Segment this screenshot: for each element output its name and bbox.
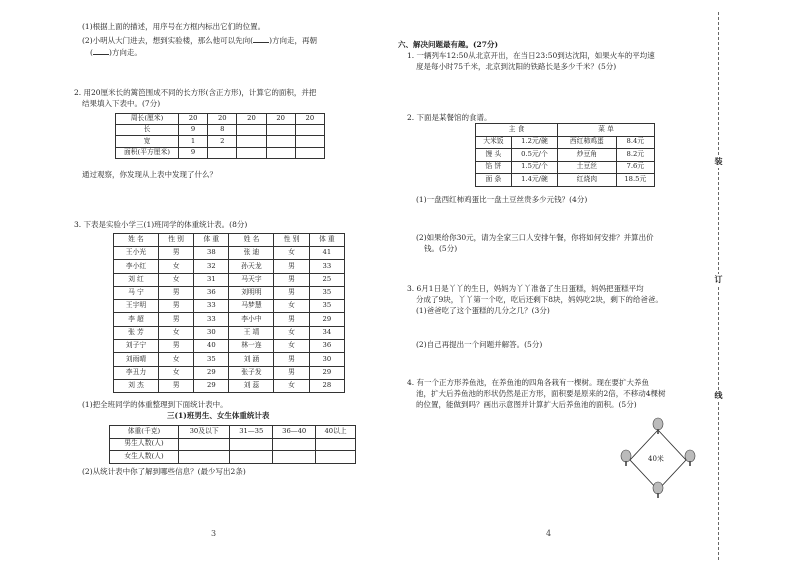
table-cell: 王宇明: [114, 300, 159, 313]
answer-blank[interactable]: [93, 47, 109, 55]
table-cell[interactable]: [266, 147, 295, 158]
table-cell: 女: [158, 353, 193, 366]
binding-char-xian: 线: [714, 390, 723, 400]
table-cell: 28: [309, 379, 344, 392]
weight-summary-title: 三(1)班男生、女生体重统计表: [167, 411, 270, 420]
r-q2-sub2-2: 钱。(5分): [424, 244, 458, 253]
table-cell: 面积(平方厘米): [116, 147, 179, 158]
table-cell: 马 宁: [114, 286, 159, 299]
table-cell: 33: [194, 313, 229, 326]
binding-line: [718, 12, 719, 560]
table-cell: 8.4元: [616, 136, 654, 149]
table-cell: 男: [274, 366, 309, 379]
table-row: [114, 300, 345, 313]
table-cell: 刘 红: [114, 273, 159, 286]
table-cell[interactable]: [266, 136, 295, 147]
table-cell: 36: [194, 286, 229, 299]
table-cell: 李小中: [229, 313, 274, 326]
table-row: [110, 438, 356, 451]
table-cell: 体重(千克): [110, 426, 179, 439]
table-cell: 刘明明: [229, 286, 274, 299]
answer-blank[interactable]: [253, 35, 269, 43]
q3-sub2: (2)从统计表中你了解到哪些信息？(最少写出2条): [82, 467, 246, 476]
table-cell: 25: [309, 273, 344, 286]
r-q2-stem: 2. 下面是某餐馆的食谱。: [407, 113, 492, 122]
table-cell: 20: [237, 114, 266, 125]
binding-char-ding: 订: [714, 274, 723, 284]
table-row: [476, 149, 655, 162]
table-cell: 男: [158, 340, 193, 353]
page-number-left: 3: [211, 529, 217, 538]
table-cell[interactable]: [208, 147, 237, 158]
q3-sub1: (1)把全班同学的体重整理到下面统计表中。: [82, 400, 228, 409]
table-cell: 男: [158, 247, 193, 260]
table-row: [116, 136, 325, 147]
r-q3-line4: (2)自己再提出一个问题并解答。(5分): [416, 340, 543, 349]
table-cell: 女: [158, 260, 193, 273]
table-cell: 38: [194, 247, 229, 260]
table-cell: 男: [274, 260, 309, 273]
section-title: 六、解决问题最有趣。(27分): [398, 40, 499, 49]
table-cell: 男: [274, 353, 309, 366]
table-cell: 男: [158, 286, 193, 299]
table-cell: 9: [179, 125, 208, 136]
tree-icon: [653, 418, 663, 434]
table-cell: 1.4元/碗: [511, 174, 557, 187]
table-cell: 41: [309, 247, 344, 260]
table-cell: 长: [116, 125, 179, 136]
table-cell: 张 芳: [114, 326, 159, 339]
table-row: [114, 379, 345, 392]
table-header-cell: 主 食: [476, 124, 558, 137]
table-row: [114, 366, 345, 379]
q2-observation: 通过观察，你发现从上表中发现了什么？: [82, 170, 217, 179]
table-cell: 西红柿鸡蛋: [558, 136, 617, 149]
table-cell: 男: [158, 313, 193, 326]
table-cell: 20: [295, 114, 324, 125]
table-cell: 35: [309, 300, 344, 313]
table-cell: 女: [274, 326, 309, 339]
r-q4-line1: 4. 有一个正方形养鱼池，在养鱼池的四角各栽有一棵树。现在要扩大养鱼: [407, 378, 650, 387]
table-cell: 0.5元/个: [511, 149, 557, 162]
table-cell: 馒 头: [476, 149, 512, 162]
table-header-row: [476, 124, 655, 137]
table-cell: 土豆丝: [558, 161, 617, 174]
table-row: [116, 147, 325, 158]
table-cell: 女: [274, 300, 309, 313]
table-cell: 大米饭: [476, 136, 512, 149]
table-cell[interactable]: [178, 438, 229, 451]
q2-stem-2: 结果填入下表中。(7分): [82, 99, 161, 108]
table-cell[interactable]: [230, 438, 273, 451]
table-cell: 炒豆角: [558, 149, 617, 162]
table-cell: 男: [274, 313, 309, 326]
table-cell: 李丑力: [114, 366, 159, 379]
left-q1-sub2: [82, 35, 317, 47]
table-cell: 刘 杰: [114, 379, 159, 392]
r-q1-line2: 度是每小时75千米，北京到沈阳的铁路长是多少千米？(5分): [416, 62, 617, 71]
table-cell[interactable]: [266, 125, 295, 136]
table-cell[interactable]: [273, 438, 316, 451]
table-header-cell: 菜 单: [558, 124, 655, 137]
table-header-row: [110, 426, 356, 439]
table-cell: 34: [309, 326, 344, 339]
table-cell: 红烧肉: [558, 174, 617, 187]
table-cell: 20: [266, 114, 295, 125]
table-cell: 30: [194, 326, 229, 339]
left-q1-sub2-b: )方向走，再朝: [269, 36, 317, 45]
table-cell: 李小红: [114, 260, 159, 273]
table-cell: 孙天龙: [229, 260, 274, 273]
table-cell: 女: [158, 366, 193, 379]
table-cell[interactable]: [237, 136, 266, 147]
table-cell[interactable]: [316, 451, 356, 464]
table-row: [116, 125, 325, 136]
table-cell: 张子发: [229, 366, 274, 379]
table-cell: 刘子宁: [114, 340, 159, 353]
table-cell: 32: [194, 260, 229, 273]
table-row: [476, 161, 655, 174]
table-cell[interactable]: [230, 451, 273, 464]
table-row: [114, 260, 345, 273]
binding-char-zhuang: 装: [714, 156, 723, 166]
table-cell: 29: [194, 379, 229, 392]
table-header-cell: 姓 名: [229, 234, 274, 247]
r-q1-line1: 1. 一辆列车12:50从北京开出，在当日23:50到达沈阳，如果火车的平均速: [407, 51, 655, 60]
table-cell: 刘 蕊: [229, 379, 274, 392]
tree-icon: [685, 450, 695, 466]
table-cell: 宽: [116, 136, 179, 147]
table-header-cell: 体 重: [194, 234, 229, 247]
table-cell: 1.5元/个: [511, 161, 557, 174]
table-cell: 31—35: [230, 426, 273, 439]
table-cell[interactable]: [237, 125, 266, 136]
table-cell: 男: [274, 273, 309, 286]
table-cell: 男: [158, 379, 193, 392]
table-cell: 男: [274, 286, 309, 299]
table-cell: 35: [309, 286, 344, 299]
table-cell: 李 超: [114, 313, 159, 326]
q2-stem: 2. 用20厘米长的篱笆围成不同的长方形(含正方形)，计算它的面积，并把: [74, 88, 317, 97]
r-q2-sub1: (1)一盘西红柿鸡蛋比一盘土豆丝贵多少元钱？(4分): [416, 195, 588, 204]
r-q2-sub2: (2)如果给你30元，请为全家三口人安排午餐，你将如何安排？并算出价: [416, 233, 654, 242]
table-header-cell: 性 别: [158, 234, 193, 247]
table-row: [114, 247, 345, 260]
table-cell: 王小光: [114, 247, 159, 260]
table-cell: 7.6元: [616, 161, 654, 174]
table-header-cell: 体 重: [309, 234, 344, 247]
table-cell: 1.2元/碗: [511, 136, 557, 149]
table-cell: 2: [208, 136, 237, 147]
table-cell: 女生人数(人): [110, 451, 179, 464]
table-row: [114, 273, 345, 286]
table-cell: 33: [194, 300, 229, 313]
table-header-row: [116, 114, 325, 125]
table-cell: 周长(厘米): [116, 114, 179, 125]
page-number-right: 4: [546, 529, 552, 538]
table-cell: 20: [208, 114, 237, 125]
table-header-cell: 性 别: [274, 234, 309, 247]
table-row: [114, 313, 345, 326]
table-cell: 20: [179, 114, 208, 125]
weight-summary-table: [109, 425, 356, 464]
table-cell: 30: [309, 353, 344, 366]
tree-icon: [653, 482, 663, 498]
table-row: [476, 174, 655, 187]
table-cell: 40: [194, 340, 229, 353]
table-cell: 女: [274, 247, 309, 260]
table-cell: 刘 涵: [229, 353, 274, 366]
q3-stem: 3. 下表是实验小学三(1)班同学的体重统计表。(8分): [74, 220, 248, 229]
table-header-cell: 姓 名: [114, 234, 159, 247]
table-row: [476, 136, 655, 149]
left-q1-sub2-c: (: [90, 48, 93, 57]
menu-table: [475, 123, 655, 187]
r-q3-line1: 3. 6月1日是丫丫的生日，妈妈为丫丫准备了生日蛋糕，妈妈把蛋糕平均: [407, 284, 644, 293]
left-q1-sub2-a: (2)小明从大门进去，想到实验楼，那么他可以先向(: [82, 36, 254, 45]
left-q1-sub2-d: )方向走。: [108, 48, 142, 57]
table-cell[interactable]: [295, 147, 324, 158]
table-cell: 男: [158, 300, 193, 313]
table-cell[interactable]: [237, 147, 266, 158]
table-cell: 40以上: [316, 426, 356, 439]
r-q4-line2: 池，扩大后养鱼池的形状仍然是正方形，面积要是原来的2倍，不移动4棵树: [416, 389, 666, 398]
table-cell: 面 条: [476, 174, 512, 187]
table-cell: 刘雨晴: [114, 353, 159, 366]
table-cell: 女: [158, 273, 193, 286]
weight-table: [113, 233, 345, 393]
r-q3-line3: (1)爸爸吃了这个蛋糕的几分之几？(3分): [416, 306, 550, 315]
table-cell: 马天宇: [229, 273, 274, 286]
table-cell: 36—40: [273, 426, 316, 439]
table-cell: 9: [179, 147, 208, 158]
table-cell: 29: [309, 366, 344, 379]
table-cell: 张 迪: [229, 247, 274, 260]
table-cell: 18.5元: [616, 174, 654, 187]
left-q1-sub2-line2: [90, 47, 142, 59]
rectangle-table: [115, 113, 325, 159]
table-cell[interactable]: [178, 451, 229, 464]
r-q4-line3: 的位置，能做到吗？画出示意图并计算扩大后养鱼池的面积。(5分): [416, 400, 637, 409]
table-cell: 31: [194, 273, 229, 286]
table-cell: 1: [179, 136, 208, 147]
table-cell: 8.2元: [616, 149, 654, 162]
table-row: [114, 326, 345, 339]
left-q1-sub1: (1)根据上面的描述，用序号在方框内标出它们的位置。: [82, 22, 266, 31]
table-cell: 林一连: [229, 340, 274, 353]
table-cell: 女: [274, 379, 309, 392]
table-cell: 马梦慧: [229, 300, 274, 313]
table-cell: 王 靖: [229, 326, 274, 339]
table-cell: 女: [158, 326, 193, 339]
table-cell: 35: [194, 353, 229, 366]
table-cell[interactable]: [295, 125, 324, 136]
table-row: [114, 340, 345, 353]
r-q3-line2: 分成了9块，丫丫第一个吃，吃后还剩下8块，妈妈吃2块，剩下的给爸爸。: [416, 295, 663, 304]
table-cell: 36: [309, 340, 344, 353]
table-cell: 29: [309, 313, 344, 326]
table-cell[interactable]: [273, 451, 316, 464]
table-cell: 33: [309, 260, 344, 273]
table-row: [110, 451, 356, 464]
table-cell: 女: [274, 340, 309, 353]
table-cell: 男生人数(人): [110, 438, 179, 451]
table-row: [114, 286, 345, 299]
table-cell: 29: [194, 366, 229, 379]
pond-label: 40米: [648, 455, 664, 463]
table-cell: 30及以下: [178, 426, 229, 439]
table-cell[interactable]: [316, 438, 356, 451]
table-row: [114, 353, 345, 366]
tree-icon: [621, 450, 631, 466]
table-cell[interactable]: [295, 136, 324, 147]
table-cell: 馅 饼: [476, 161, 512, 174]
table-cell: 8: [208, 125, 237, 136]
table-header-row: [114, 234, 345, 247]
